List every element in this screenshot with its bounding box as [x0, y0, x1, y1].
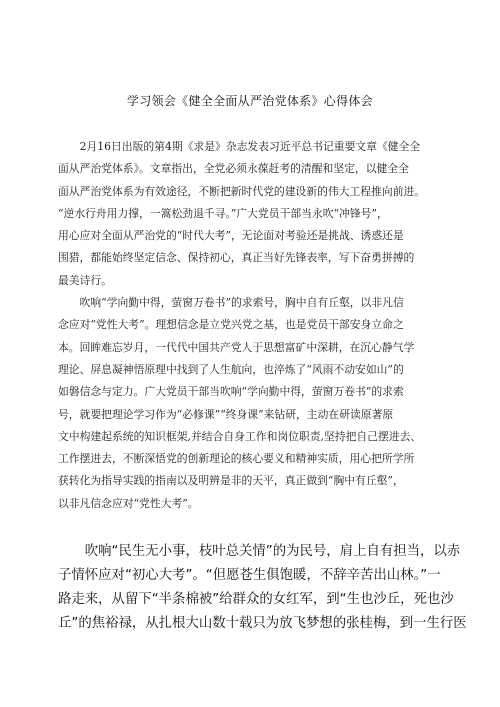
text-line: 面从严治党体系为有效途径，不断把新时代党的建设新的伟大工程推向前进。 — [58, 184, 426, 198]
text-line: 面从严治党体系》。文章指出，全党必须永葆赶考的清醒和坚定，以健全全 — [58, 162, 409, 176]
text-line: 如磐信念与定力。广大党员干部当吹响“学向勤中得，萤窗万卷书”的求索 — [58, 385, 404, 399]
text-line: 文中构建起系统的知识框架,并结合自身工作和岗位职责,坚持把自己摆进去、 — [58, 429, 422, 443]
document-title: 学习领会《健全全面从严治党体系》心得体会 — [126, 94, 373, 108]
text-line: 吹响“民生无小事，枝叶总关情”的为民号，肩上自有担当，以赤 — [58, 544, 461, 559]
text-line: 丘”的焦裕禄，从扎根大山数十载只为放飞梦想的张桂梅，到一生行医 — [58, 616, 467, 631]
text-line: 吹响“学向勤中得，萤窗万卷书”的求索号，胸中自有丘壑，以非凡信 — [58, 296, 404, 310]
text-line: 理论、屏息凝神悟原理中找到了人生航向，也淬炼了“风雨不动安如山”的 — [58, 362, 404, 376]
text-line: 路走来，从留下“半条棉被”给群众的女红军，到“生也沙丘，死也沙 — [58, 592, 454, 607]
text-line: 2月16日出版的第4期《求是》杂志发表习近平总书记重要文章《健全全 — [58, 140, 421, 153]
text-line: 念应对“党性大考”。理想信念是立党兴党之基，也是党员干部安身立命之 — [58, 318, 404, 332]
document-body — [58, 136, 466, 515]
text-line: “逆水行舟用力撑，一篙松劲退千寻。”广大党员干部当永吹“冲锋号”， — [58, 206, 388, 220]
text-line: 用心应对全面从严治党的“时代大考”，无论面对考验还是挑战、诱惑还是 — [58, 229, 404, 243]
text-line: 获转化为指导实践的指南以及明辨是非的天平，真正做到“胸中有丘壑”， — [58, 474, 404, 488]
paragraph-3 — [58, 540, 470, 636]
text-line: 号，就要把理论学习作为“必修课”“终身课”来钻研，主动在研读原著原 — [58, 407, 394, 421]
text-line: 围猎，都能始终坚定信念、保持初心，真正当好先锋表率，写下奋勇拼搏的 — [58, 251, 415, 265]
text-line: 以非凡信念应对“党性大考”。 — [58, 496, 199, 510]
text-line: 工作摆进去，不断深悟党的创新理论的核心要义和精神实质，用心把所学所 — [58, 452, 415, 466]
paragraph-2 — [58, 292, 466, 515]
text-line: 本。回眸难忘岁月，一代代中国共产党人于思想富矿中深耕，在沉心静气学 — [58, 340, 415, 354]
text-line: 最美诗行。 — [58, 273, 112, 287]
text-line: 子情怀应对“初心大考”。“但愿苍生俱饱暖，不辞辛苦出山林。”一 — [58, 568, 441, 583]
paragraph-1 — [58, 136, 466, 292]
